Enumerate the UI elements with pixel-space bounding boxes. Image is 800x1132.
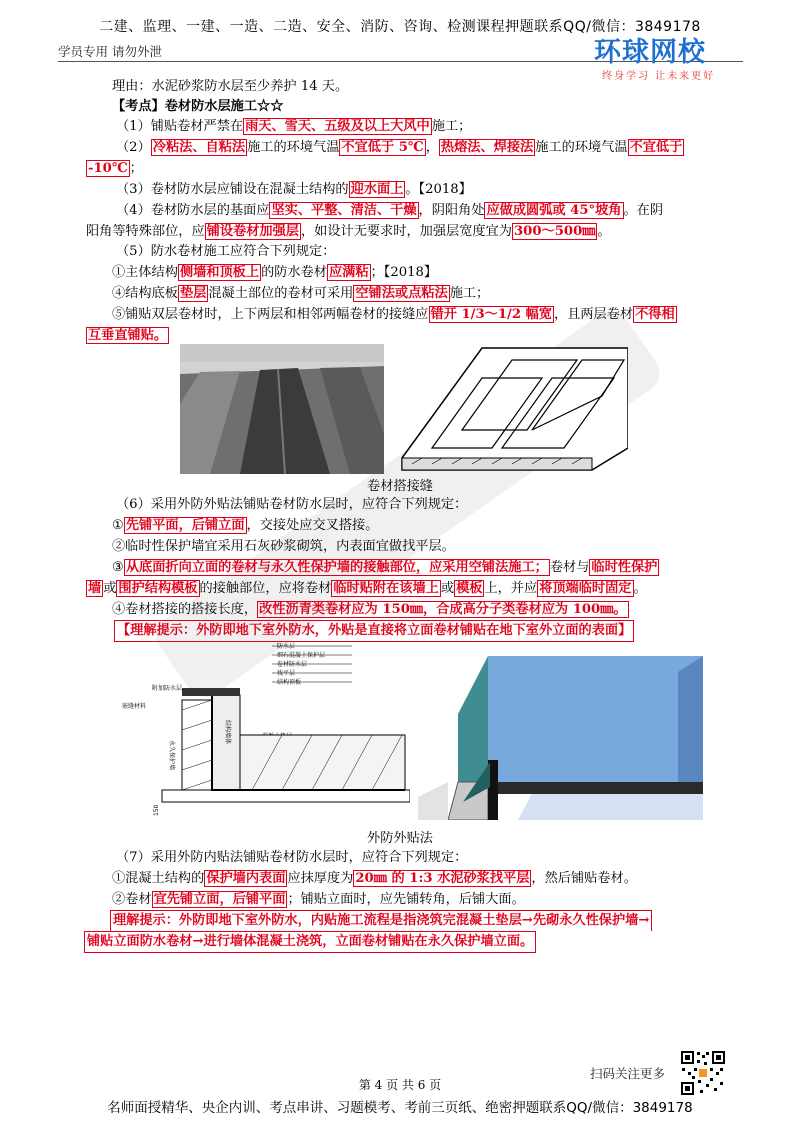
rule-5-4: ④结构底板 垫层 混凝土部位的卷材可采用 空铺法或点粘法 施工；	[112, 286, 490, 301]
rule-6-3-cont: 墙 或 围护结构模板 的接触部位，应将卷材 临时贴附在该墙上 或 模板 上，并应 将顶端临时固定 。	[88, 581, 647, 596]
rule-6-1: ① 先铺平面，后铺立面 ，交接处应交叉搭接。	[112, 518, 379, 533]
rule-2-cont: -10℃ ；	[88, 161, 143, 176]
rule-1: （1）铺贴卷材严禁在 雨天、雪天、五级及以上大风中 施工；	[116, 119, 472, 134]
seam-diagram	[392, 338, 628, 472]
rule-4-cont: 阳角等特殊部位，应 铺设卷材加强层 ，如设计无要求时，加强层宽度宜为 300～500㎜ 。	[86, 224, 611, 239]
detail-label: 结构墙体	[224, 720, 231, 745]
external-paste-detail-drawing	[122, 640, 410, 824]
detail-label: 嵌缝材料	[122, 703, 147, 710]
external-paste-3d-render	[418, 642, 703, 820]
detail-label: 防水层	[277, 643, 296, 650]
detail-label: 永久保护墙	[168, 740, 175, 771]
detail-label: 找平层	[277, 670, 296, 677]
rule-5-5: ⑤铺贴双层卷材时，上下两层和相邻两幅卷材的接缝应 错开 1/3～1/2 幅宽 ，且两层卷材 不得相	[112, 307, 675, 322]
rule-7-2: ②卷材 宜先铺立面，后铺平面 ；铺贴立面时，应先铺转角，后铺大面。	[112, 892, 525, 907]
rule-6: （6）采用外防外贴法铺贴卷材防水层时，应符合下列规定：	[116, 497, 468, 512]
rule-4: （4）卷材防水层的基面应 坚实、平整、清洁、干燥 ，阴阳角处 应做成圆弧或 45°坡角 。在阴	[116, 203, 664, 218]
caption-external-paste: 外防外贴法	[367, 831, 433, 846]
scan-follow-text: 扫码关注更多	[590, 1066, 666, 1081]
rule-6-4: ④卷材搭接的搭接长度， 改性沥青类卷材应为 150㎜，合成高分子类卷材应为 100㎜。	[112, 602, 627, 617]
detail-label: 卷材防水层	[277, 661, 308, 668]
brand-logo	[594, 30, 744, 82]
tip-external-paste: 【理解提示：外防即地下室外防水，外贴是直接将立面卷材铺贴在地下室外立面的表面】	[114, 620, 634, 642]
reason-line: 理由：水泥砂浆防水层至少养护 14 天。	[112, 79, 349, 94]
rule-3: （3）卷材防水层应铺设在混凝土结构的 迎水面上 。【2018】	[116, 182, 472, 197]
membrane-photo	[180, 344, 384, 474]
header-left-note: 学员专用 请勿外泄	[58, 44, 162, 59]
caption-seam: 卷材搭接缝	[367, 479, 433, 494]
detail-label: 150	[153, 804, 160, 816]
tip-internal-paste-line1: 理解提示：外防即地下室外防水，内贴施工流程是指浇筑完混凝土垫层→先砌永久性保护墙→	[110, 910, 652, 931]
page-number: 第 4 页 共 6 页	[358, 1078, 442, 1092]
section-heading: 【考点】卷材防水层施工☆☆	[112, 99, 284, 114]
logo-text: 环球网校	[594, 37, 706, 68]
rule-7: （7）采用外防内贴法铺贴卷材防水层时，应符合下列规定：	[116, 850, 468, 865]
rule-6-2: ②临时性保护墙宜采用石灰砂浆砌筑，内表面宜做找平层。	[112, 539, 455, 554]
detail-label: 附加防水层	[152, 685, 183, 692]
rule-2: （2） 冷粘法、自粘法 施工的环境气温 不宜低于 5℃ ， 热熔法、焊接法 施工的环境气温 不宜低于	[116, 140, 683, 155]
logo-slogan: 终身学习 让未来更好	[602, 71, 716, 82]
footer-promo-line: 名师面授精华、央企内训、考点串讲、习题模考、考前三页纸、绝密押题联系QQ/微信：3849178	[107, 1100, 693, 1116]
rule-6-3: ③ 从底面折向立面的卷材与永久性保护墙的接触部位，应采用空铺法施工； 卷材与 临时性保护	[112, 560, 658, 575]
tip-internal-paste-line2: 铺贴立面防水卷材→进行墙体混凝土浇筑，立面卷材铺贴在永久保护墙立面。	[84, 931, 536, 953]
detail-label: 细石混凝土保护层	[277, 652, 326, 659]
rule-5-5-cont: 互垂直铺贴。	[88, 328, 168, 343]
rule-7-1: ①混凝土结构的 保护墙内表面 应抹厚度为 20㎜ 的 1:3 水泥砂浆找平层 ，然后铺贴卷材。	[112, 871, 637, 886]
detail-label: 结构顶板	[277, 679, 302, 686]
rule-5: （5）防水卷材施工应符合下列规定：	[116, 244, 336, 259]
header-promo-line: 二建、监理、一建、一造、二造、安全、消防、咨询、检测课程押题联系QQ/微信：3849178	[99, 19, 701, 35]
rule-5-1: ①主体结构 侧墙和顶板上 的防水卷材 应满粘 ；【2018】	[112, 265, 438, 280]
